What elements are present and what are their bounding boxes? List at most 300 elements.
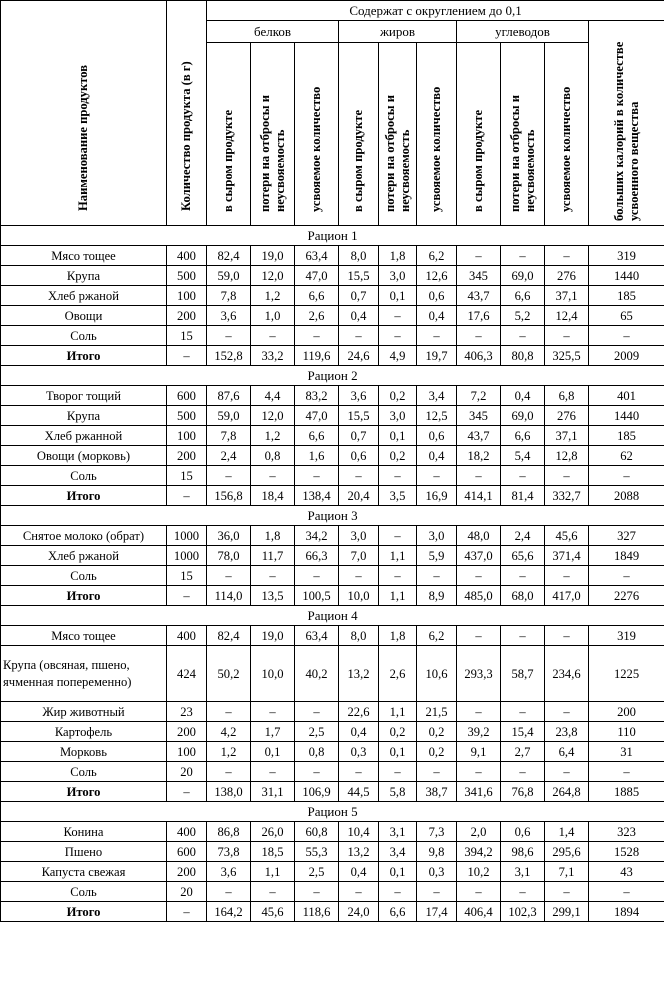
value-cell: – bbox=[545, 626, 589, 646]
ration-section-row bbox=[1, 506, 664, 526]
value-cell: 200 bbox=[167, 306, 207, 326]
total-value-cell: 20,4 bbox=[339, 486, 379, 506]
total-value-cell: 5,8 bbox=[379, 782, 417, 802]
value-cell: 5,2 bbox=[501, 306, 545, 326]
total-row bbox=[1, 346, 664, 366]
value-cell: 1,2 bbox=[251, 286, 295, 306]
total-label: Итого bbox=[1, 486, 167, 506]
ration-title: Рацион 3 bbox=[1, 506, 664, 526]
value-cell: 50,2 bbox=[207, 646, 251, 702]
product-name-cell: Жир животный bbox=[1, 702, 167, 722]
value-cell: – bbox=[501, 702, 545, 722]
value-cell: – bbox=[589, 326, 664, 346]
value-cell: 36,0 bbox=[207, 526, 251, 546]
value-cell: 58,7 bbox=[501, 646, 545, 702]
product-name-cell: Соль bbox=[1, 762, 167, 782]
value-cell: – bbox=[251, 702, 295, 722]
value-cell: 9,8 bbox=[417, 842, 457, 862]
value-cell: 1,7 bbox=[251, 722, 295, 742]
table-row bbox=[1, 466, 664, 486]
value-cell: 1000 bbox=[167, 526, 207, 546]
table-row bbox=[1, 326, 664, 346]
value-cell: 78,0 bbox=[207, 546, 251, 566]
total-value-cell: 6,6 bbox=[379, 902, 417, 922]
value-cell: 63,4 bbox=[295, 626, 339, 646]
value-cell: 6,6 bbox=[501, 286, 545, 306]
value-cell: – bbox=[417, 466, 457, 486]
ration-title: Рацион 5 bbox=[1, 802, 664, 822]
value-cell: 43 bbox=[589, 862, 664, 882]
total-value-cell: 44,5 bbox=[339, 782, 379, 802]
value-cell: 98,6 bbox=[501, 842, 545, 862]
value-cell: 1440 bbox=[589, 266, 664, 286]
value-cell: – bbox=[589, 466, 664, 486]
table-row bbox=[1, 862, 664, 882]
total-value-cell: 17,4 bbox=[417, 902, 457, 922]
value-cell: 0,4 bbox=[501, 386, 545, 406]
value-cell: 19,0 bbox=[251, 246, 295, 266]
value-cell: 8,0 bbox=[339, 626, 379, 646]
value-cell: 600 bbox=[167, 842, 207, 862]
value-cell: – bbox=[457, 466, 501, 486]
value-cell: 0,4 bbox=[339, 722, 379, 742]
value-cell: – bbox=[207, 882, 251, 902]
total-value-cell: 414,1 bbox=[457, 486, 501, 506]
total-value-cell: 417,0 bbox=[545, 586, 589, 606]
value-cell: – bbox=[295, 326, 339, 346]
product-name-cell: Творог тощий bbox=[1, 386, 167, 406]
value-cell: 2,5 bbox=[295, 722, 339, 742]
value-cell: 20 bbox=[167, 882, 207, 902]
value-cell: – bbox=[501, 882, 545, 902]
value-cell: – bbox=[339, 466, 379, 486]
value-cell: 82,4 bbox=[207, 626, 251, 646]
value-cell: – bbox=[339, 882, 379, 902]
value-cell: – bbox=[545, 762, 589, 782]
value-cell: 345 bbox=[457, 406, 501, 426]
value-cell: 59,0 bbox=[207, 406, 251, 426]
value-cell: 37,1 bbox=[545, 286, 589, 306]
value-cell: 4,4 bbox=[251, 386, 295, 406]
value-cell: 1,1 bbox=[251, 862, 295, 882]
product-name-cell: Крупа bbox=[1, 266, 167, 286]
value-cell: 15,5 bbox=[339, 406, 379, 426]
value-cell: 3,4 bbox=[417, 386, 457, 406]
value-cell: 6,2 bbox=[417, 246, 457, 266]
value-cell: 10,6 bbox=[417, 646, 457, 702]
value-cell: 400 bbox=[167, 822, 207, 842]
value-cell: 8,0 bbox=[339, 246, 379, 266]
total-value-cell: 13,5 bbox=[251, 586, 295, 606]
value-cell: – bbox=[207, 762, 251, 782]
total-value-cell: 341,6 bbox=[457, 782, 501, 802]
total-value-cell: – bbox=[167, 586, 207, 606]
value-cell: 55,3 bbox=[295, 842, 339, 862]
header-calories: больших калорий в количестве усвоенного вещества bbox=[589, 21, 664, 226]
header-fat-raw: в сыром продукте bbox=[339, 43, 379, 226]
value-cell: 15 bbox=[167, 326, 207, 346]
value-cell: – bbox=[251, 326, 295, 346]
value-cell: – bbox=[207, 466, 251, 486]
value-cell: 20 bbox=[167, 762, 207, 782]
total-value-cell: 164,2 bbox=[207, 902, 251, 922]
value-cell: 7,8 bbox=[207, 286, 251, 306]
total-value-cell: – bbox=[167, 486, 207, 506]
value-cell: 0,1 bbox=[379, 742, 417, 762]
value-cell: 65,6 bbox=[501, 546, 545, 566]
ration-title: Рацион 1 bbox=[1, 226, 664, 246]
total-value-cell: 114,0 bbox=[207, 586, 251, 606]
total-label: Итого bbox=[1, 586, 167, 606]
value-cell: 69,0 bbox=[501, 406, 545, 426]
value-cell: 0,4 bbox=[417, 446, 457, 466]
value-cell: 400 bbox=[167, 626, 207, 646]
value-cell: 7,3 bbox=[417, 822, 457, 842]
header-product-name: Наименование продуктов bbox=[1, 1, 167, 226]
value-cell: 1,1 bbox=[379, 702, 417, 722]
total-value-cell: 24,0 bbox=[339, 902, 379, 922]
header-protein-raw: в сыром продукте bbox=[207, 43, 251, 226]
product-name-cell: Соль bbox=[1, 882, 167, 902]
value-cell: 323 bbox=[589, 822, 664, 842]
value-cell: – bbox=[295, 566, 339, 586]
value-cell: 394,2 bbox=[457, 842, 501, 862]
product-name-cell: Соль bbox=[1, 326, 167, 346]
total-value-cell: 4,9 bbox=[379, 346, 417, 366]
total-row bbox=[1, 782, 664, 802]
value-cell: 19,0 bbox=[251, 626, 295, 646]
total-value-cell: 1894 bbox=[589, 902, 664, 922]
value-cell: 2,5 bbox=[295, 862, 339, 882]
value-cell: 23 bbox=[167, 702, 207, 722]
total-value-cell: 31,1 bbox=[251, 782, 295, 802]
value-cell: 43,7 bbox=[457, 286, 501, 306]
value-cell: 83,2 bbox=[295, 386, 339, 406]
table-row bbox=[1, 306, 664, 326]
value-cell: – bbox=[545, 326, 589, 346]
total-value-cell: 8,9 bbox=[417, 586, 457, 606]
table-row bbox=[1, 842, 664, 862]
value-cell: 319 bbox=[589, 246, 664, 266]
value-cell: 185 bbox=[589, 426, 664, 446]
table-row bbox=[1, 822, 664, 842]
ration-section-row bbox=[1, 606, 664, 626]
ration-title: Рацион 2 bbox=[1, 366, 664, 386]
value-cell: 200 bbox=[589, 702, 664, 722]
total-value-cell: 16,9 bbox=[417, 486, 457, 506]
header-group-carbs: углеводов bbox=[457, 21, 589, 43]
header-fat-loss: потери на отбросы и неусвояемость bbox=[379, 43, 417, 226]
value-cell: 12,0 bbox=[251, 406, 295, 426]
total-value-cell: 1,1 bbox=[379, 586, 417, 606]
value-cell: 0,2 bbox=[379, 446, 417, 466]
table-row bbox=[1, 546, 664, 566]
value-cell: 0,8 bbox=[251, 446, 295, 466]
value-cell: 0,2 bbox=[417, 742, 457, 762]
value-cell: 0,4 bbox=[339, 306, 379, 326]
value-cell: 6,6 bbox=[501, 426, 545, 446]
value-cell: 7,1 bbox=[545, 862, 589, 882]
table-header bbox=[1, 1, 664, 226]
value-cell: 500 bbox=[167, 266, 207, 286]
value-cell: – bbox=[417, 762, 457, 782]
total-row bbox=[1, 586, 664, 606]
table-row bbox=[1, 762, 664, 782]
value-cell: 39,2 bbox=[457, 722, 501, 742]
table-row bbox=[1, 246, 664, 266]
value-cell: 48,0 bbox=[457, 526, 501, 546]
value-cell: 1,4 bbox=[545, 822, 589, 842]
value-cell: 13,2 bbox=[339, 646, 379, 702]
value-cell: 3,0 bbox=[417, 526, 457, 546]
value-cell: 12,8 bbox=[545, 446, 589, 466]
value-cell: 65 bbox=[589, 306, 664, 326]
value-cell: 3,6 bbox=[339, 386, 379, 406]
value-cell: 86,8 bbox=[207, 822, 251, 842]
value-cell: – bbox=[589, 882, 664, 902]
table-row bbox=[1, 702, 664, 722]
total-value-cell: 2009 bbox=[589, 346, 664, 366]
value-cell: 1000 bbox=[167, 546, 207, 566]
value-cell: 5,9 bbox=[417, 546, 457, 566]
total-value-cell: 81,4 bbox=[501, 486, 545, 506]
product-name-cell: Пшено bbox=[1, 842, 167, 862]
value-cell: – bbox=[501, 326, 545, 346]
product-name-cell: Морковь bbox=[1, 742, 167, 762]
table-row bbox=[1, 626, 664, 646]
value-cell: 0,3 bbox=[417, 862, 457, 882]
value-cell: 3,1 bbox=[379, 822, 417, 842]
total-value-cell: 45,6 bbox=[251, 902, 295, 922]
value-cell: 3,0 bbox=[379, 266, 417, 286]
total-value-cell: 138,4 bbox=[295, 486, 339, 506]
value-cell: – bbox=[379, 306, 417, 326]
value-cell: 60,8 bbox=[295, 822, 339, 842]
value-cell: 26,0 bbox=[251, 822, 295, 842]
value-cell: 100 bbox=[167, 286, 207, 306]
total-value-cell: 2088 bbox=[589, 486, 664, 506]
value-cell: 0,7 bbox=[339, 426, 379, 446]
value-cell: 0,1 bbox=[379, 286, 417, 306]
value-cell: – bbox=[207, 702, 251, 722]
table-row bbox=[1, 386, 664, 406]
value-cell: 2,4 bbox=[207, 446, 251, 466]
value-cell: 0,8 bbox=[295, 742, 339, 762]
total-value-cell: 138,0 bbox=[207, 782, 251, 802]
value-cell: – bbox=[501, 466, 545, 486]
header-carbs-raw: в сыром продукте bbox=[457, 43, 501, 226]
value-cell: – bbox=[207, 326, 251, 346]
value-cell: – bbox=[589, 566, 664, 586]
value-cell: 7,8 bbox=[207, 426, 251, 446]
value-cell: – bbox=[457, 626, 501, 646]
value-cell: 1,8 bbox=[379, 246, 417, 266]
value-cell: 1440 bbox=[589, 406, 664, 426]
value-cell: 6,8 bbox=[545, 386, 589, 406]
total-value-cell: 264,8 bbox=[545, 782, 589, 802]
total-value-cell: 38,7 bbox=[417, 782, 457, 802]
value-cell: 1528 bbox=[589, 842, 664, 862]
total-label: Итого bbox=[1, 346, 167, 366]
value-cell: 3,4 bbox=[379, 842, 417, 862]
table-row bbox=[1, 286, 664, 306]
value-cell: 18,2 bbox=[457, 446, 501, 466]
value-cell: 0,2 bbox=[417, 722, 457, 742]
value-cell: 12,4 bbox=[545, 306, 589, 326]
total-value-cell: 106,9 bbox=[295, 782, 339, 802]
value-cell: 1849 bbox=[589, 546, 664, 566]
value-cell: 47,0 bbox=[295, 266, 339, 286]
total-label: Итого bbox=[1, 902, 167, 922]
value-cell: 0,6 bbox=[417, 286, 457, 306]
value-cell: 600 bbox=[167, 386, 207, 406]
product-name-cell: Соль bbox=[1, 466, 167, 486]
product-name-cell: Овощи bbox=[1, 306, 167, 326]
total-value-cell: 24,6 bbox=[339, 346, 379, 366]
value-cell: 2,4 bbox=[501, 526, 545, 546]
header-group-fat: жиров bbox=[339, 21, 457, 43]
ration-section-row bbox=[1, 226, 664, 246]
value-cell: – bbox=[545, 246, 589, 266]
value-cell: 17,6 bbox=[457, 306, 501, 326]
product-name-cell: Хлеб ржаной bbox=[1, 546, 167, 566]
value-cell: 1225 bbox=[589, 646, 664, 702]
value-cell: – bbox=[379, 882, 417, 902]
value-cell: 295,6 bbox=[545, 842, 589, 862]
value-cell: – bbox=[379, 466, 417, 486]
value-cell: 7,0 bbox=[339, 546, 379, 566]
total-value-cell: 1885 bbox=[589, 782, 664, 802]
value-cell: 100 bbox=[167, 742, 207, 762]
value-cell: 424 bbox=[167, 646, 207, 702]
total-value-cell: 152,8 bbox=[207, 346, 251, 366]
value-cell: 15,4 bbox=[501, 722, 545, 742]
value-cell: 40,2 bbox=[295, 646, 339, 702]
value-cell: 3,1 bbox=[501, 862, 545, 882]
value-cell: 319 bbox=[589, 626, 664, 646]
value-cell: 63,4 bbox=[295, 246, 339, 266]
total-row bbox=[1, 486, 664, 506]
value-cell: 1,8 bbox=[379, 626, 417, 646]
header-carbs-loss: потери на отбросы и неусвояемость bbox=[501, 43, 545, 226]
total-value-cell: 119,6 bbox=[295, 346, 339, 366]
total-value-cell: 3,5 bbox=[379, 486, 417, 506]
product-name-cell: Картофель bbox=[1, 722, 167, 742]
value-cell: – bbox=[417, 326, 457, 346]
value-cell: – bbox=[379, 526, 417, 546]
value-cell: 500 bbox=[167, 406, 207, 426]
value-cell: 37,1 bbox=[545, 426, 589, 446]
total-value-cell: 68,0 bbox=[501, 586, 545, 606]
value-cell: – bbox=[417, 566, 457, 586]
ration-title: Рацион 4 bbox=[1, 606, 664, 626]
value-cell: 45,6 bbox=[545, 526, 589, 546]
value-cell: – bbox=[545, 882, 589, 902]
value-cell: 15,5 bbox=[339, 266, 379, 286]
total-value-cell: 33,2 bbox=[251, 346, 295, 366]
value-cell: – bbox=[339, 326, 379, 346]
total-row bbox=[1, 902, 664, 922]
value-cell: – bbox=[251, 566, 295, 586]
value-cell: – bbox=[379, 762, 417, 782]
header-contents: Содержат с округлением до 0,1 bbox=[207, 1, 664, 21]
total-value-cell: 2276 bbox=[589, 586, 664, 606]
value-cell: 2,6 bbox=[295, 306, 339, 326]
value-cell: 400 bbox=[167, 246, 207, 266]
total-label: Итого bbox=[1, 782, 167, 802]
value-cell: 345 bbox=[457, 266, 501, 286]
value-cell: 82,4 bbox=[207, 246, 251, 266]
value-cell: 6,2 bbox=[417, 626, 457, 646]
value-cell: – bbox=[501, 566, 545, 586]
value-cell: 5,4 bbox=[501, 446, 545, 466]
header-carbs-absorbed: усвояемое количество bbox=[545, 43, 589, 226]
value-cell: – bbox=[339, 566, 379, 586]
value-cell: 110 bbox=[589, 722, 664, 742]
value-cell: 7,2 bbox=[457, 386, 501, 406]
value-cell: – bbox=[295, 702, 339, 722]
value-cell: 6,6 bbox=[295, 286, 339, 306]
value-cell: 6,6 bbox=[295, 426, 339, 446]
total-value-cell: 18,4 bbox=[251, 486, 295, 506]
table-row bbox=[1, 566, 664, 586]
header-group-protein: белков bbox=[207, 21, 339, 43]
value-cell: 34,2 bbox=[295, 526, 339, 546]
value-cell: 0,6 bbox=[417, 426, 457, 446]
total-value-cell: – bbox=[167, 346, 207, 366]
header-protein-loss: потери на отбросы и неусвояемость bbox=[251, 43, 295, 226]
total-value-cell: 299,1 bbox=[545, 902, 589, 922]
product-name-cell: Капуста свежая bbox=[1, 862, 167, 882]
value-cell: – bbox=[501, 762, 545, 782]
total-value-cell: 10,0 bbox=[339, 586, 379, 606]
table-row bbox=[1, 406, 664, 426]
value-cell: 9,1 bbox=[457, 742, 501, 762]
value-cell: 23,8 bbox=[545, 722, 589, 742]
header-protein-absorbed: усвояемое количество bbox=[295, 43, 339, 226]
value-cell: 437,0 bbox=[457, 546, 501, 566]
value-cell: 2,0 bbox=[457, 822, 501, 842]
total-value-cell: – bbox=[167, 782, 207, 802]
value-cell: 1,1 bbox=[379, 546, 417, 566]
total-value-cell: 100,5 bbox=[295, 586, 339, 606]
value-cell: 0,6 bbox=[501, 822, 545, 842]
header-quantity: Количество продукта (в г) bbox=[167, 1, 207, 226]
value-cell: 100 bbox=[167, 426, 207, 446]
value-cell: 47,0 bbox=[295, 406, 339, 426]
value-cell: – bbox=[457, 246, 501, 266]
value-cell: 4,2 bbox=[207, 722, 251, 742]
value-cell: 200 bbox=[167, 722, 207, 742]
value-cell: 2,6 bbox=[379, 646, 417, 702]
value-cell: 0,2 bbox=[379, 386, 417, 406]
value-cell: 293,3 bbox=[457, 646, 501, 702]
value-cell: – bbox=[251, 882, 295, 902]
ration-section-row bbox=[1, 802, 664, 822]
value-cell: – bbox=[379, 326, 417, 346]
value-cell: 401 bbox=[589, 386, 664, 406]
value-cell: 276 bbox=[545, 266, 589, 286]
value-cell: – bbox=[295, 762, 339, 782]
value-cell: 87,6 bbox=[207, 386, 251, 406]
total-value-cell: 76,8 bbox=[501, 782, 545, 802]
table-row bbox=[1, 646, 664, 702]
value-cell: 3,0 bbox=[379, 406, 417, 426]
table-row bbox=[1, 266, 664, 286]
value-cell: 0,7 bbox=[339, 286, 379, 306]
value-cell: 1,8 bbox=[251, 526, 295, 546]
value-cell: 0,6 bbox=[339, 446, 379, 466]
